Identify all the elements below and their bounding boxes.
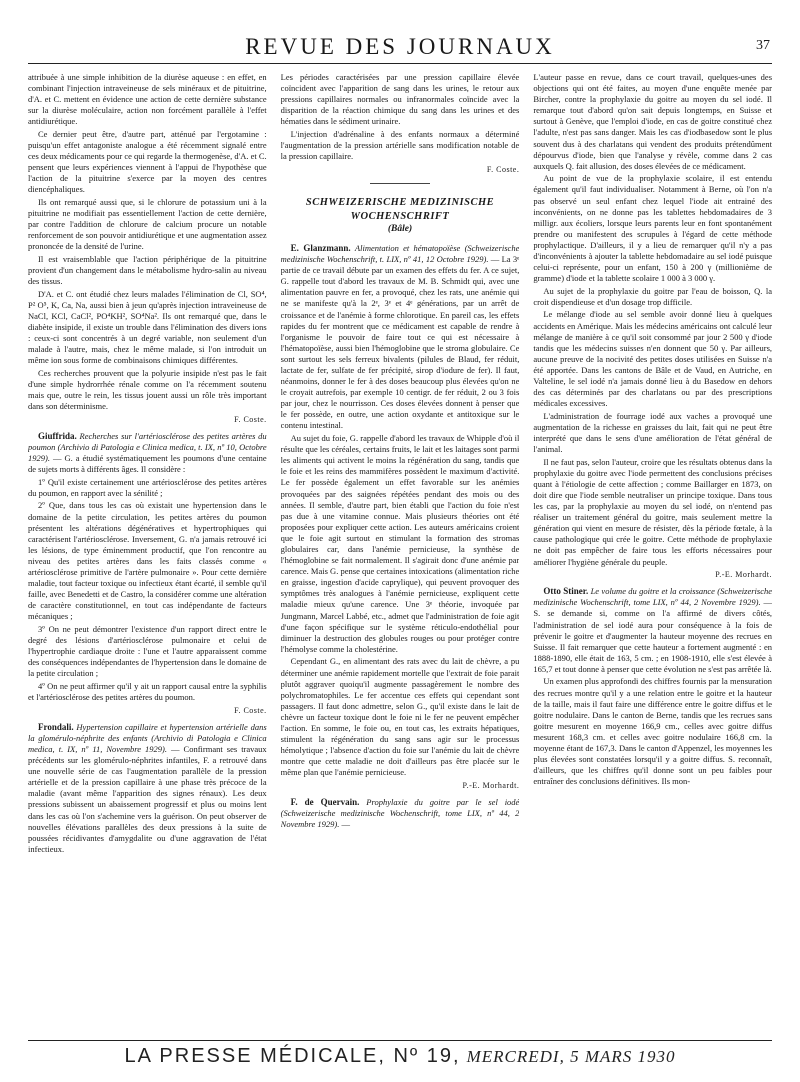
paragraph: Ce dernier peut être, d'autre part, atténué par l'ergotamine : puisqu'un effet antagoniste analogue a été récemment signalé entre ces deux médicaments pour ce qui regarde la thermogenèse, d'A. et C. pensent que leurs expériences viennent à l'appui de l'hypothèse que l'action de la pituitrine s'exerce par la moyen des centres diencéphaliques. [28, 128, 267, 195]
article-author: E. Glanzmann. [290, 242, 351, 253]
section-separator [370, 183, 430, 184]
article-entry [28, 722, 267, 855]
paragraph: Il est vraisemblable que l'action périphérique de la pituitrine provient d'un changement dans le métabolisme hydro-salin au niveau des tissus. [28, 254, 267, 287]
article-text: — S. se demande si, comme on l'a affirmé de divers côtés, l'administration de sel iodé aura pour conséquence à la fois de prévenir le goitre et d'augmenter la hauteur moyenne des recrues en Suisse. Il fait remarquer que cette hauteur a fortement augmenté : en 1888-1890, elle était de 163, 5 cm. ; en 1908-1910, elle s'est élevée à 165,7 et tout donne à penser que cette évolution ne s'est pas arrêtée là. [533, 597, 772, 674]
article-entry [281, 797, 520, 830]
article-entry [28, 431, 267, 475]
article-source: (Archivio di Patologia e Clinica medica, t. IX, nº 10, Octobre 1929). [28, 442, 267, 464]
journal-section-heading: SCHWEIZERISCHE MEDIZINISCHE WOCHENSCHRIFT [305, 196, 495, 222]
paragraph: Ces recherches prouvent que la polyurie insipide n'est pas le fait d'une simple hydrorrhée rénale comme on l'a récemment soutenu mais que, outre le rein, les tissus jouent aussi un rôle très important dans son déterminisme. [28, 367, 267, 412]
article-source: (Schweizerische medizinische Wochenschrift, t. LIX, nº 41, 12 Octobre 1929). [280, 242, 520, 265]
article-source: (Archivio di Patologia e Clinica medica, t. IX, nº 11, Novembre 1929). [28, 732, 267, 754]
article-author: Frondali. [38, 721, 74, 732]
article-title: Le volume du goitre et la croissance [590, 586, 715, 597]
header-rule [28, 63, 772, 64]
page-number: 37 [756, 38, 770, 53]
author-signature: F. Coste. [234, 705, 267, 715]
article-title: Alimentation et hématopoïèse [354, 242, 461, 253]
column-1 [28, 72, 267, 1036]
journal-section-title: REVUE DES JOURNAUX [245, 34, 555, 59]
paragraph: Au point de vue de la prophylaxie scolaire, il est entendu également qu'il faut individualiser. Notamment à Berne, où l'on n'a pas observé un seul enfant chez lequel l'iode ait entrainé des inconvénients, on ne donne pas les tablettes hebdomadaires de 3 milligr. aux écoliers, lorsque leurs parents leur en font spontanément prendre ou manifestent des scrupules à l'égard de cette méthode prophylactique. D'ailleurs, il y a lieu de remarquer qu'il n'y a pas d'inconvénients à ajouter la tablette hebdomadaire au sel iodé puisque celui-ci représente, pour un enfant, 150 à 200 γ (millionième de gramme) d'iode et la tablette scolaire 1 000 à 3 000 γ. [533, 173, 772, 284]
article-title: Recherches sur l'artériosclérose des petites artères du poumon [28, 430, 267, 452]
publication-date: MERCREDI, 5 MARS 1930 [466, 1047, 676, 1066]
paragraph: L'auteur passe en revue, dans ce court travail, quelques-unes des objections qui ont été faites, au moyen d'une enquête menée par Bircher, contre la prophylaxie du goitre au moyen du sel iodé. Il remarque tout d'abord qu'on sait depuis longtemps, en Suisse et surtout à Genève, que l'emploi d'iode, en cas de goitre constitué chez l'adulte, n'est pas sans danger. Mais les cas d'iodbasedow sont le plus souvent dus à des charlatans qui vendent des produits prétendûment dépourvus d'iode, bien que l'analyse y révèle, comme dans 2 cas auxquels Q. fait allusion, des doses élevées de ce médicament. [533, 72, 772, 171]
paragraph: 4º On ne peut affirmer qu'il y ait un rapport causal entre la syphilis et l'artériosclérose des petites artères du poumon. [28, 680, 267, 703]
paragraph: Un examen plus approfondi des chiffres fournis par la mensuration des recrues montre qu'il y a une relation entre le goitre et la hauteur de la taille, mais il faut faire une différence entre le goitre diffus et le goitre nodulaire. Dans le canton de Berne, tandis que les recrues sans goitre mesurent en moyenne 166,9 cm., celles avec goitre diffus mesurent 168,3 cm. et celles avec goitre nodulaire 166,8 cm. la moyenne étant de 167,3. Dans le canton d'Appenzel, les moyennes les plus élevées sont constatées lorsqu'il y a goitre diffus. S. reconnaît, d'ailleurs, que les chiffres qu'il donne sont un peu faibles pour entraîner des conclusions définitives. Ils mon- [533, 676, 772, 787]
article-source: (Schweizerische medizinische Wochenschrift, tome LIX, nº 44, 2 Novembre 1929). [533, 586, 772, 608]
author-signature: F. Coste. [234, 414, 267, 424]
article-source: (Schweizerische medizinische Wochenschrift, tome LIX, nº 44, 2 Novembre 1929). [280, 808, 520, 830]
article-author: Otto Stiner. [543, 586, 589, 597]
page-header [28, 34, 772, 64]
paragraph: attribuée à une simple inhibition de la diurèse aqueuse : en effet, en combinant l'injection intraveineuse de sels minéraux et de pituitrine, d'A. et C. mettent en évidence une action de cette dernière substance sur la diurèse moléculaire, action non forcément parallèle à l'effet antidiurétique. [28, 72, 267, 127]
paragraph: Ils ont remarqué aussi que, si le chlorure de potassium uni à la pituitrine ne modifiait pas essentiellement l'action de cette dernière, par contre l'addition de chlorure de calcium procure un notable renforcement de son pouvoir antidiurétique et une augmentation assez prononcée de la densité de l'urine. [28, 197, 267, 252]
article-text: — La 3ᵉ partie de ce travail débute par un examen des effets du fer. A ce sujet, G. rappelle tout d'abord les travaux de M. B. Schmidt qui, avec une alimentation pauvre en fer, a provoqué, chez les rats, une anémie qui ne se manifeste qu'à la 2ᵉ, 3ᵉ et 4ᵉ générations, par un arrêt de croissance et de l'anémie à forme chlorotique. En pareil cas, les effets rapides du fer montrent que ce médicament est capable de rendre à l'organisme le pouvoir de faire tout ce qui est nécessaire à l'hématopoïèse, aussi bien l'hémoglobine que le stroma globulaire. Ce sont surtout les sels ferreux bivalents (pilules de Blaud, fer réduit, lactate de fer, sulfate de fer précipité, sirop d'iodure de fer). Il faut, néanmoins, donner le fer à des doses beaucoup plus élevées qu'on ne le croyait autrefois, par exemple 10 centigr. de fer réduit, 2 ou 3 fois par jour, chez le nourrisson. Ces doses élevées donnent à penser que le fer possède, en outre, une action oxydante et antitoxique sur le contenu intestinal. [280, 254, 520, 431]
footer-rule [28, 1040, 772, 1041]
column-2 [281, 72, 520, 1036]
article-author: F. de Quervain. [290, 797, 360, 808]
paragraph: L'injection d'adrénaline à des enfants normaux a déterminé l'augmentation de la pression artérielle sans modification notable de la pression capillaire. [280, 128, 520, 162]
article-entry [533, 586, 772, 675]
footer-line [28, 1045, 772, 1068]
author-signature: P.-E. Morhardt. [715, 570, 772, 580]
paragraph: Cependant G., en alimentant des rats avec du lait de chèvre, a pu déterminer une anémie rapidement mortelle que l'extrait de foie parait plutôt aggraver quoiqu'il augmente passagèrement le nombre des polychromatophiles. Le fer accentue ces effets qui cependant sont passagers. Il faut donc admettre, selon G., qu'il existe dans le lait de chèvre un facteur toxique dont le foie ni le fer ne peuvent empêcher l'action. En somme, le foie ou, en tout cas, les extraits hépatiques, stimulent la régénération du sang sans agir sur le processus hémolytique ; l'absence d'action du foie sur l'anémie du lait de chèvre montre que cette maladie ne doit d'ailleurs pas être placée sur le même plan que l'anémie pernicieuse. [280, 656, 520, 778]
article-author: Giuffrida. [38, 430, 77, 441]
article-title: Prophylaxie du goitre par le sel iodé [366, 797, 520, 808]
author-signature: P.-E. Morhardt. [462, 780, 520, 790]
article-text: — [341, 819, 350, 830]
paragraph: Le mélange d'iode au sel semble avoir donné lieu à quelques accidents en Amérique. Mais les médecins américains ont calculé leur mélange de manière à ce qu'il soit consommé par jour 2 500 γ d'iode tandis que les médecins suisses n'en donnent que 50 γ. Par ailleurs, aucune preuve de la nocivité des petites doses utilisées en Suisse n'a été apportée. Dans les cantons de Bâle et de Vaud, en Autriche, en Valteline, le sel iodé n'a jamais donné lieu à du Basedow en dehors des cas déterminés par des charlatans ou par des prescriptions médicales excessives. [533, 309, 772, 409]
paragraph: Au sujet du foie, G. rappelle d'abord les travaux de Whipple d'où il résulte que les céréales, certains fruits, le lait et les laitages sont parmi les aliments qui activent le moins la régénération du sang, tandis que le foie et les reins des mammifères possèdent le maximum d'activité. Le fer possède également un effet favorable sur les anémies provoquées par des saignées répétées pendant des mois ou des années. Il semble, d'autre part, bien établi que l'action du foie n'est pas due à une vitamine connue. Mais plusieurs théories ont été proposées pour expliquer cette action. Les auteurs américains croient que le foie agit surtout en stimulant la formation des stromas globulaires car, dans l'anémie pernicieuse, la synthèse de l'hémoglobine se fait normalement. Il s'agirait donc d'une anémie par carence. Mais G. pense que certaines intoxications (alimentation riche en graisse, ingestion d'acide caprylique), qui peuvent provoquer des symptômes très analogues à l'anémie pernicieuse, expliquent cette maladie mieux qu'une carence. Une 3ᵉ théorie, invoquée par Jungmann, Marcel Labbé, etc., admet que l'administration de foie agit d'une façon spécifique sur le système réticulo-endothélial pour diminuer la destruction des globules rouges ou pour protéger contre l'hémolyse comme la cholestérine. [280, 433, 520, 654]
publication-name: LA PRESSE MÉDICALE, Nº 19, [124, 1045, 461, 1067]
column-3 [533, 72, 772, 1036]
paragraph: Au sujet de la prophylaxie du goitre par l'eau de boisson, Q. la croit dispendieuse et d'un dosage trop difficile. [533, 285, 772, 307]
article-text: — G. a étudié systématiquement les poumons d'une centaine de sujets morts à différents âges. Il considère : [28, 453, 267, 475]
paragraph: 3º On ne peut démontrer l'existence d'un rapport direct entre le degré des lésions d'artériosclérose pulmonaire et celui de l'hypertrophie cardiaque droite : l'une et l'autre apparaissent comme des conséquences indépendantes de l'hypertension dans le domaine de la petite circulation ; [28, 624, 267, 679]
author-signature: F. Coste. [486, 164, 520, 174]
article-entry [281, 243, 520, 432]
paragraph: L'administration de fourrage iodé aux vaches a provoqué une augmentation de la richesse en graisses du lait, fait qui ne peut être interprété que dans le sens d'une amélioration de l'état général de l'animal. [533, 410, 772, 455]
article-title: Hypertension capillaire et hypertension artérielle dans la glomérulo-néphrite des enfants [28, 721, 267, 743]
paragraph: Il ne faut pas, selon l'auteur, croire que les résultats obtenus dans la prophylaxie du goitre avec l'iode permettent des conclusions précises quant à l'étiologie de cette affection ; comme Baillarger en 1873, on doit dire que l'iode semble neutraliser un principe toxique. Dans tous les cas, par la prophylaxie au moyen du sel iodé, on n'entend pas réaliser un traitement général du goitre, mais seulement mettre la génération qui vient en mesure de résister, dès la période fœtale, à la cause pathologique qui crée le goitre. Cette méthode de prophylaxie ne doit pas empêcher de faire tous les efforts nécessaires pour améliorer l'hygiène générale du peuple. [533, 456, 772, 567]
paragraph: 1º Qu'il existe certainement une artériosclérose des petites artères du poumon, en rapport avec la sénilité ; [28, 476, 267, 498]
page-footer [28, 1040, 772, 1070]
journal-section-city: (Bâle) [387, 223, 413, 234]
article-columns [28, 72, 772, 1036]
paragraph: 2º Que, dans tous les cas où existait une hypertension dans le domaine de la petite circulation, les petites artères du poumon présentent les altérations dégénératives et hypertrophiques qui caractérisent l'artériosclérose. Inversement, G. n'a jamais retrouvé ici les lésions, de type éminemment productif, que l'on rencontre au niveau des petites artères dans les faits classés comme « artériosclérose primitive de l'artère pulmonaire ». Pour cette dernière maladie, tout facteur toxique ou infectieux étant écarté, il semble qu'il faille, avec Benedetti et de Castro, la considérer comme une altération de caractère constitutionnel, en tout cas indépendante de facteurs mécaniques ; [28, 500, 267, 622]
article-text: — Confirmant ses travaux précédents sur les glomérulo-néphrites infantiles, F. a retrouvé dans une nouvelle série de cas l'augmentation parallèle de la pression artérielle et de la pression capillaire à une phase très précoce de la maladie (avant même l'apparition des signes rénaux). Les deux pressions subissent un abaissement progressif et plus ou moins lent dans les cas où l'on s'achemine vers la guérison. On peut observer de nouvelles élévations parallèles des deux pressions à la suite de poussées récidivantes d'amygdalite ou d'une aggravation de l'état infectieux. [28, 743, 267, 854]
paragraph: D'A. et C. ont étudié chez leurs malades l'élimination de Cl, SO⁴, P² O⁵, K, Ca, Na, aussi bien à jeun qu'après injection intraveineuse de NaCl, KCl, CaCl², PO⁴KH², SO⁴Na². Ils ont remarqué que, dans le diabète insipide, il existe un trouble dans l'élimination des divers ions : ceux-ci sont concentrés à un degré variable, non seulement d'un malade à l'autre, mais, chez le même malade, si l'on introduit un même ion sous forme de combinaisons chimiques différentes. [28, 288, 267, 366]
paragraph: Les périodes caractérisées par une pression capillaire élevée coïncident avec l'apparition de sang dans les urines, le retour aux pressions capillaires normales ou infranormales coïncide avec la disparition de la réaction chimique du sang dans les urines et des hématies dans le sédiment urinaire. [280, 72, 520, 127]
